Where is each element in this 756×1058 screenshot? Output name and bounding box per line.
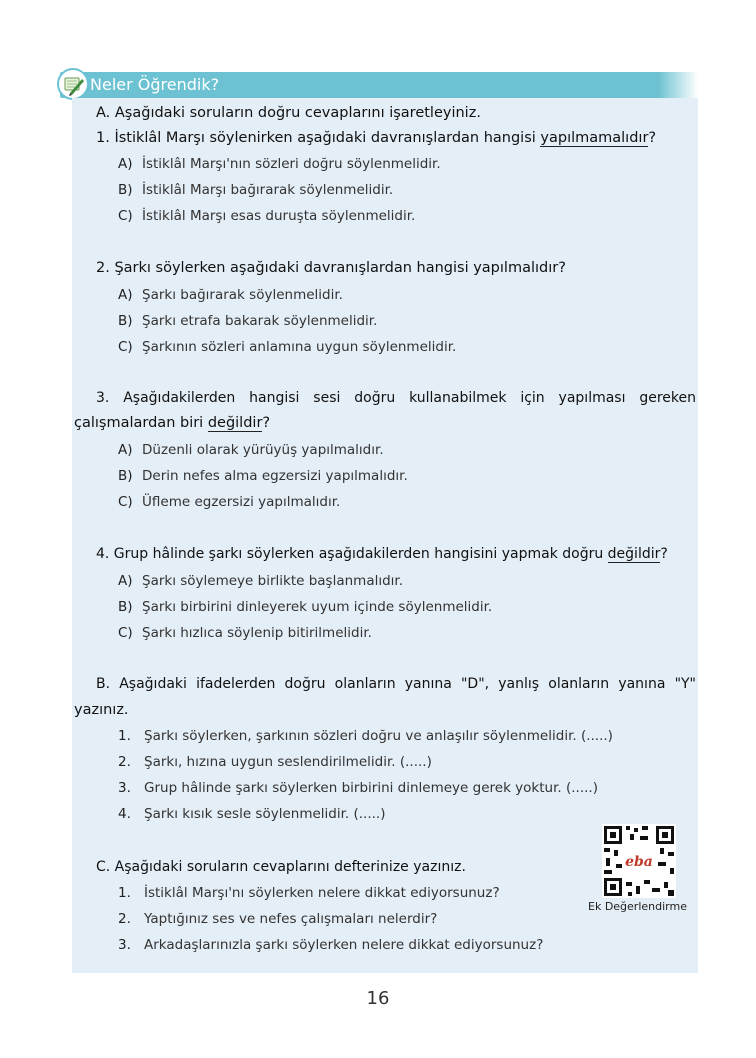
option-label: B) (118, 599, 133, 615)
question-4-emphasis: değildir (607, 546, 661, 562)
question-2: 2. Şarkı söylerken aşağıdaki davranışlardan hangisi yapılmalıdır? (96, 260, 566, 276)
option-text: Derin nefes alma egzersizi yapılmalıdır. (142, 468, 408, 484)
statement-number: 3. (118, 780, 131, 796)
question-1-text: 1. İstiklâl Marşı söylenirken aşağıdaki davranışlardan hangisi (96, 130, 541, 146)
option-label: C) (118, 494, 133, 510)
section-title: Neler Öğrendik? (90, 75, 220, 94)
question-4-mark: ? (660, 546, 668, 562)
statement-text: Şarkı, hızına uygun seslendirilmelidir. (.....) (144, 754, 432, 770)
option-text: İstiklâl Marşı'nın sözleri doğru söylenmelidir. (142, 156, 441, 172)
question-3-emphasis: değildir (207, 415, 263, 431)
statement-number: 4. (118, 806, 131, 822)
question-3-option-c[interactable] (118, 492, 340, 512)
question-1-option-a[interactable] (118, 154, 441, 174)
question-4-option-b[interactable] (118, 597, 492, 617)
option-text: Şarkı bağırarak söylenmelidir. (142, 287, 343, 303)
qr-code-icon[interactable] (602, 824, 676, 898)
pencil-notebook-icon (56, 67, 90, 101)
option-label: B) (118, 468, 133, 484)
question-1-option-c[interactable] (118, 206, 415, 226)
page-number: 16 (366, 988, 390, 1009)
question-1-option-b[interactable] (118, 180, 393, 200)
statement-text: Grup hâlinde şarkı söylerken birbirini dinlemeye gerek yoktur. (.....) (144, 780, 598, 796)
question-3-line-2 (74, 413, 270, 433)
question-number: 1. (118, 885, 131, 901)
statement-number: 1. (118, 728, 131, 744)
question-2-option-a[interactable] (118, 285, 343, 305)
question-4 (96, 544, 668, 564)
statement-number: 2. (118, 754, 131, 770)
question-2-option-b[interactable] (118, 311, 377, 331)
question-3-line-1: 3. Aşağıdakilerden hangisi sesi doğru kullanabilmek için yapılması gereken (96, 390, 696, 406)
option-text: Şarkının sözleri anlamına uygun söylenmelidir. (142, 339, 457, 355)
question-2-option-c[interactable] (118, 337, 456, 357)
question-3-option-a[interactable] (118, 440, 384, 460)
question-3-text: çalışmalardan biri (74, 415, 208, 431)
option-label: A) (118, 156, 133, 172)
statement-2 (118, 752, 432, 772)
option-text: Üfleme egzersizi yapılmalıdır. (142, 494, 341, 510)
option-label: C) (118, 625, 133, 641)
option-text: Şarkı etrafa bakarak söylenmelidir. (142, 313, 378, 329)
question-4-option-a[interactable] (118, 571, 403, 591)
option-text: Şarkı birbirini dinleyerek uyum içinde söylenmelidir. (142, 599, 493, 615)
question-number: 2. (118, 911, 131, 927)
option-text: İstiklâl Marşı esas duruşta söylenmelidir. (142, 208, 416, 224)
option-text: Şarkı söylemeye birlikte başlanmalıdır. (142, 573, 404, 589)
eba-logo: eba (625, 854, 653, 870)
question-3-option-b[interactable] (118, 466, 408, 486)
option-text: İstiklâl Marşı bağırarak söylenmelidir. (142, 182, 394, 198)
question-3-mark: ? (262, 415, 271, 431)
question-text: İstiklâl Marşı'nı söylerken nelere dikkat ediyorsunuz? (144, 885, 500, 901)
option-text: Düzenli olarak yürüyüş yapılmalıdır. (142, 442, 384, 458)
statement-1 (118, 726, 613, 746)
statement-text: Şarkı söylerken, şarkının sözleri doğru ve anlaşılır söylenmelidir. (.....) (144, 728, 613, 744)
qr-caption: Ek Değerlendirme (588, 900, 687, 913)
question-text: Arkadaşlarınızla şarkı söylerken nelere dikkat ediyorsunuz? (144, 937, 544, 953)
question-text: Yaptığınız ses ve nefes çalışmaları nelerdir? (144, 911, 438, 927)
question-4-text: 4. Grup hâlinde şarkı söylerken aşağıdakilerden hangisini yapmak doğru (96, 546, 608, 562)
option-label: C) (118, 208, 133, 224)
option-label: A) (118, 573, 133, 589)
open-question-1 (118, 883, 500, 903)
option-label: B) (118, 313, 133, 329)
question-1-mark: ? (648, 130, 657, 146)
statement-3 (118, 778, 598, 798)
section-a-instruction: A. Aşağıdaki soruların doğru cevaplarını işaretleyiniz. (96, 105, 481, 121)
section-b-instruction-line-2: yazınız. (74, 702, 129, 718)
option-text: Şarkı hızlıca söylenip bitirilmelidir. (142, 625, 372, 641)
option-label: C) (118, 339, 133, 355)
question-1-emphasis: yapılmamalıdır (540, 130, 649, 146)
section-c-instruction: C. Aşağıdaki soruların cevaplarını defterinize yazınız. (96, 859, 466, 875)
section-b-instruction-line-1: B. Aşağıdaki ifadelerden doğru olanların yanına "D", yanlış olanların yanına "Y" (96, 676, 696, 692)
open-question-3 (118, 935, 543, 955)
statement-text: Şarkı kısık sesle söylenmelidir. (.....) (144, 806, 386, 822)
option-label: A) (118, 442, 133, 458)
question-number: 3. (118, 937, 131, 953)
open-question-2 (118, 909, 437, 929)
option-label: B) (118, 182, 133, 198)
option-label: A) (118, 287, 133, 303)
question-4-option-c[interactable] (118, 623, 372, 643)
question-1 (96, 128, 656, 148)
statement-4 (118, 804, 386, 824)
